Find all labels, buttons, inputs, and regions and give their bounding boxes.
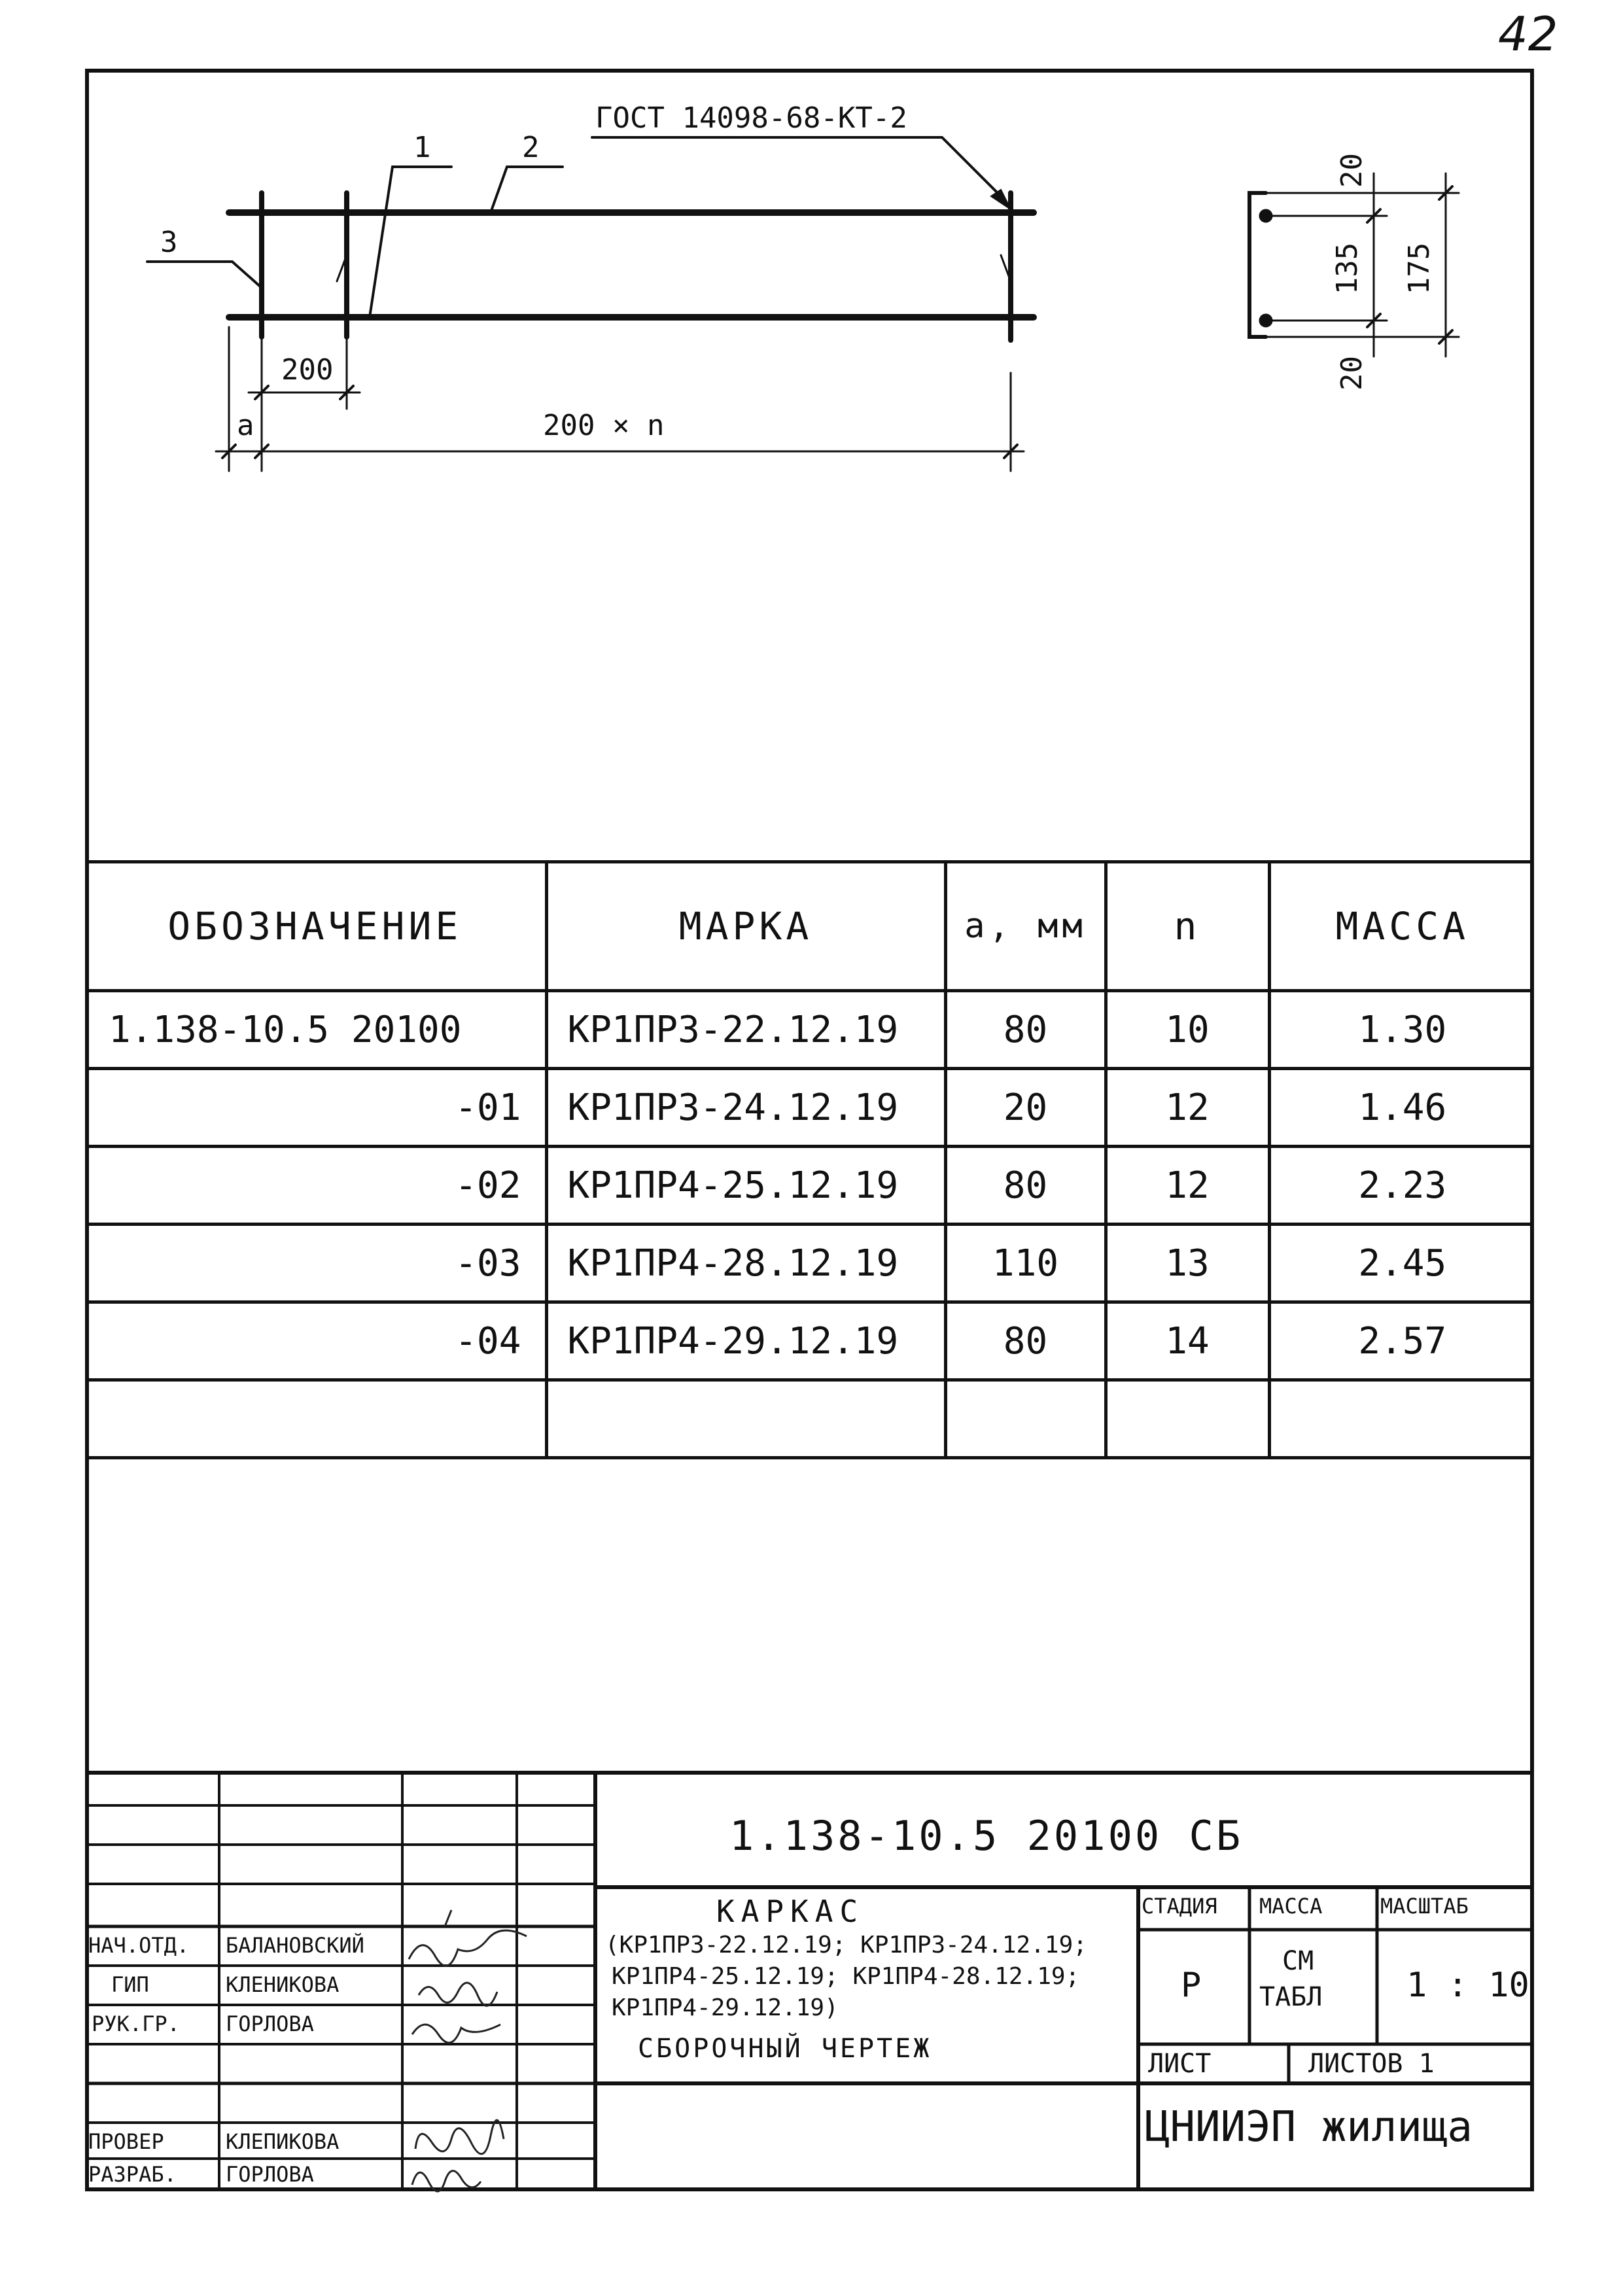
cell-a: 80 [945,1147,1106,1225]
section-dim-20-top: 20 [1335,153,1369,188]
gost-callout: ГОСТ 14098-68-КТ-2 [595,101,907,135]
signature [412,2171,481,2191]
page-number: 42 [1498,7,1558,61]
signature [412,2025,500,2043]
cell-designation: 1.138-10.5 20100 [85,991,546,1069]
cell-mark: КР1ПР4-28.12.19 [546,1225,945,1302]
cell-mark: КР1ПР3-24.12.19 [546,1069,945,1147]
signature [409,1910,527,1966]
header-a: a, мм [945,862,1106,991]
cell-designation: -04 [85,1302,546,1380]
header-n: n [1106,862,1269,991]
document-code: 1.138-10.5 20100 СБ [729,1812,1244,1860]
cell-mark: КР1ПР3-22.12.19 [546,991,945,1069]
sheets-label: ЛИСТОВ 1 [1308,2049,1435,2079]
cell-mass: 1.30 [1269,991,1534,1069]
role-name: КЛЕПИКОВА [226,2129,340,2154]
cell-a: 20 [945,1069,1106,1147]
cell-mass: 1.46 [1269,1069,1534,1147]
title-doc-type: СБОРОЧНЫЙ ЧЕРТЕЖ [638,2034,932,2064]
section-dim-135: 135 [1331,242,1365,295]
role-label: РУК.ГР. [92,2011,180,2036]
mass-value-line1: СМ [1282,1946,1314,1976]
title-marks-line3: КР1ПР4-29.12.19) [612,1994,839,2021]
role-name: КЛЕНИКОВА [226,1972,340,1997]
cell-n: 12 [1106,1069,1269,1147]
cell-designation: -03 [85,1225,546,1302]
sheet-label: ЛИСТ [1148,2049,1212,2079]
role-name: ГОРЛОВА [226,2011,314,2036]
role-label: РАЗРАБ. [88,2162,177,2187]
section-dim-20-bottom: 20 [1335,356,1369,391]
signature [415,2120,504,2154]
cell-mark: КР1ПР4-25.12.19 [546,1147,945,1225]
position-2-label: 2 [522,131,540,164]
position-1-label: 1 [413,131,431,164]
role-name: ГОРЛОВА [226,2162,314,2187]
cell-n: 13 [1106,1225,1269,1302]
header-mass: МАССА [1269,862,1534,991]
dim-label-a: a [237,409,254,442]
role-label: ПРОВЕР [88,2129,164,2154]
dim-label-total: 200 × n [543,409,665,442]
scale-label: МАСШТАБ [1380,1894,1469,1919]
cell-mark: КР1ПР4-29.12.19 [546,1302,945,1380]
header-designation: ОБОЗНАЧЕНИЕ [85,862,546,991]
position-3-label: 3 [160,226,178,259]
cell-a: 110 [945,1225,1106,1302]
role-name: БАЛАНОВСКИЙ [226,1933,364,1958]
cell-mass: 2.45 [1269,1225,1534,1302]
role-label: НАЧ.ОТД. [88,1933,190,1958]
section-dim-175: 175 [1403,242,1437,295]
signature [419,1983,497,2006]
cell-n: 12 [1106,1147,1269,1225]
cell-n: 14 [1106,1302,1269,1380]
title-marks-line2: КР1ПР4-25.12.19; КР1ПР4-28.12.19; [612,1963,1080,1990]
cell-a: 80 [945,1302,1106,1380]
cell-designation: -01 [85,1069,546,1147]
dim-label-200: 200 [281,353,334,387]
role-label: ГИП [111,1972,149,1997]
mass-label: МАССА [1259,1894,1323,1919]
stage-label: СТАДИЯ [1142,1894,1217,1919]
header-mark: МАРКА [546,862,945,991]
cell-mass: 2.57 [1269,1302,1534,1380]
title-marks-line1: (КР1ПР3-22.12.19; КР1ПР3-24.12.19; [605,1932,1087,1958]
mass-value-line2: ТАБЛ [1259,1982,1323,2012]
title-main: КАРКАС [716,1894,865,1929]
cell-designation: -02 [85,1147,546,1225]
scale-value: 1 : 10 [1406,1966,1529,2005]
cell-mass: 2.23 [1269,1147,1534,1225]
organization: ЦНИИЭП жилища [1145,2103,1473,2151]
stage-value: Р [1181,1966,1202,2005]
cell-a: 80 [945,991,1106,1069]
cell-n: 10 [1106,991,1269,1069]
